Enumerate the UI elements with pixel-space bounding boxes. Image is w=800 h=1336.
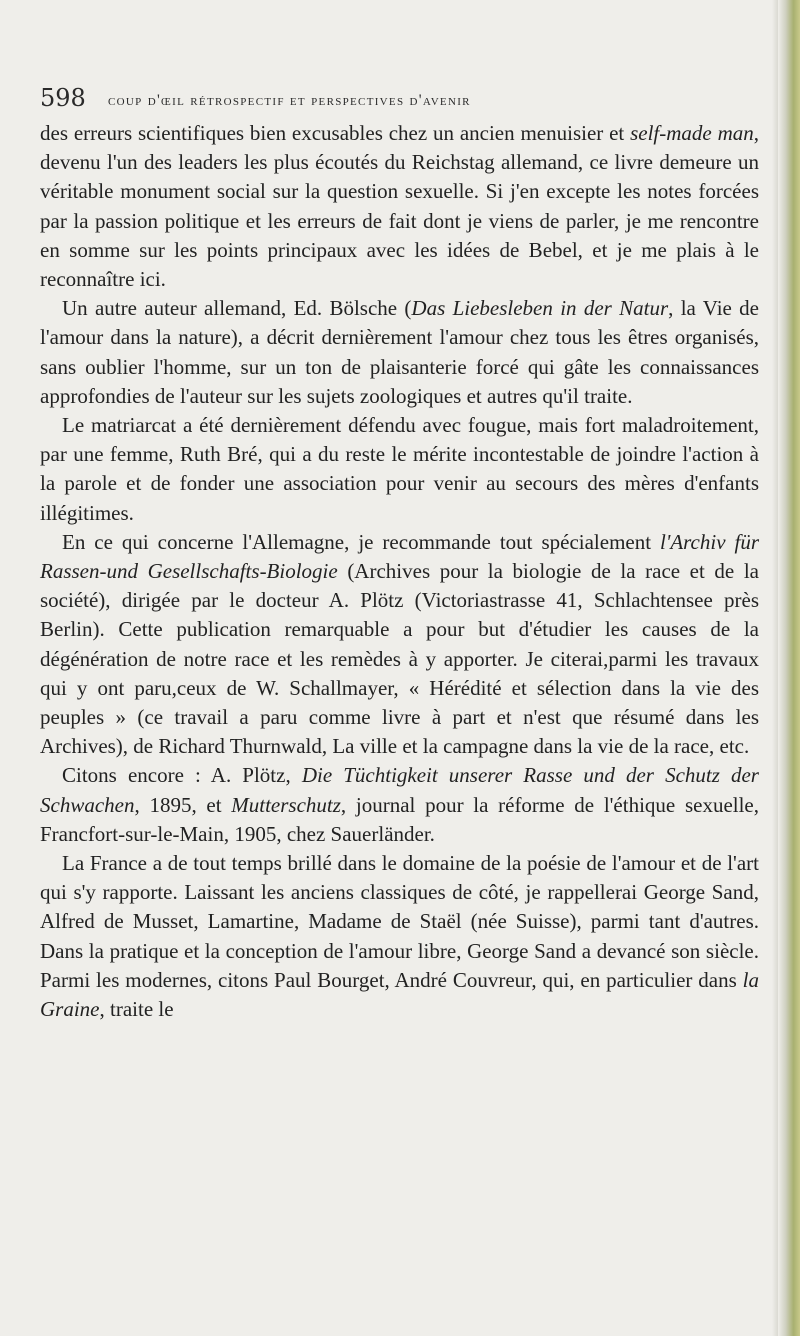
text-segment: , devenu l'un des leaders les plus écoutés du Reichstag allemand, ce livre demeure un véritable monument social sur la question sexuelle. Si j'en excepte les notes forcées par la passion politique et les erreurs de fait dont je viens de parler, je me rencontre en somme sur les points principaux avec les idées de Bebel, et je me plais à le reconnaître ici. [40, 121, 759, 292]
text-segment: En ce qui concerne l'Allemagne, je recommande tout spécialement [62, 529, 661, 554]
paragraph [40, 849, 759, 1024]
text-segment: , journal pour la réforme de l'éthique sexuelle, Francfort-sur-le-Main, 1905, chez Sauerländer. [40, 792, 760, 846]
italic-title: la Graine [40, 967, 759, 1022]
body-text [40, 119, 759, 1024]
italic-title: Das Liebesleben in der Natur [411, 296, 669, 321]
running-head: coup d'œil rétrospectif et perspectives d'avenir [108, 92, 471, 109]
text-segment: , traite le [99, 997, 174, 1022]
paragraph [40, 411, 759, 528]
paragraph [40, 119, 759, 294]
text-segment: Le matriarcat a été dernièrement défendu avec fougue, mais fort maladroitement, par une femme, Ruth Bré, qui a du reste le mérite incontestable de joindre l'action à la parole et de fonder une association pour venir au secours des mères d'enfants illégitimes. [40, 413, 759, 525]
italic-term: self-made man [630, 121, 754, 145]
italic-title: Mutterschutz [231, 792, 341, 817]
italic-title: Die Tüchtigkeit unserer Rasse und der Schutz der Schwachen [40, 763, 759, 817]
text-segment: Citons encore : A. Plötz, [62, 763, 302, 788]
text-segment: La France a de tout temps brillé dans le domaine de la poésie de l'amour et de l'art qui s'y rapporte. Laissant les anciens classiques de côté, je rappellerai George Sand, Alfred de Musset, Lamartine, Madame de Staël (née Suisse), parmi tant d'autres. Dans la pratique et la conception de l'amour libre, George Sand a devancé son siècle. Parmi les modernes, citons Paul Bourget, André Couvreur, qui, en particulier dans [40, 851, 759, 992]
text-segment: , la Vie de l'amour dans la nature), a décrit dernièrement l'amour chez tous les êtres organisés, sans oublier l'homme, sur un ton de plaisanterie forcé qui gâte les connaissances approfondies de l'auteur sur les sujets zoologiques et autres qu'il traite. [40, 296, 759, 408]
text-segment: (Archives pour la biologie de la race et de la société), dirigée par le docteur A. Plötz (Victoriastrasse 41, Schlachtensee près Berlin). Cette publication remarquable a pour but d'étudier les causes de la dégénération de notre race et les remèdes à y apporter. Je citerai,parmi les travaux qui y ont paru,ceux de W. Schallmayer, « Hérédité et sélection dans la vie des peuples » (ce travail a paru comme livre à part et n'est que résumé dans les Archives), de Richard Thurnwald, La ville et la campagne dans la vie de la race, etc. [40, 559, 759, 759]
text-segment: Un autre auteur allemand, Ed. Bölsche ( [62, 296, 412, 321]
paragraph [40, 761, 759, 849]
page-number: 598 [40, 84, 86, 112]
page-edge [778, 0, 800, 1336]
italic-title: l'Archiv für Rassen-und Gesellschafts-Biologie [40, 529, 759, 584]
text-segment: , 1895, et [134, 792, 232, 817]
paragraph [40, 294, 759, 411]
text-segment: des erreurs scientifiques bien excusables chez un ancien menuisier et [40, 121, 631, 145]
paragraph [40, 528, 759, 762]
page-header [40, 84, 760, 116]
